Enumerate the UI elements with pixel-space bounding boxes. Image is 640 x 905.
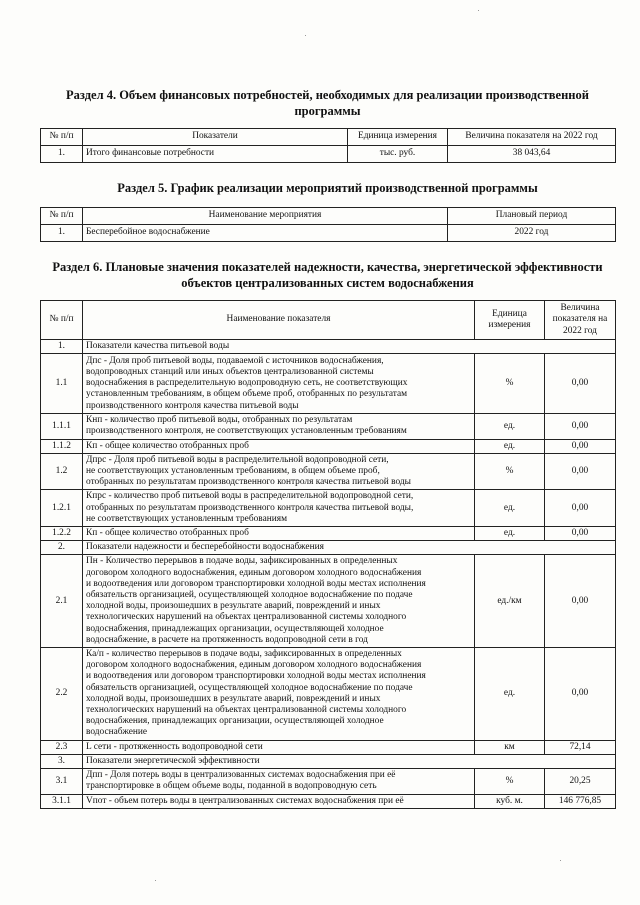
table-row (41, 527, 616, 541)
table-row (41, 740, 616, 754)
row-num: 2.1 (41, 555, 83, 648)
table-row-group (41, 340, 616, 354)
table-row (41, 225, 616, 242)
header-num: № п/п (41, 208, 83, 225)
row-unit: км (475, 740, 545, 754)
row-unit: тыс. руб. (348, 146, 448, 163)
row-value: 0,00 (545, 354, 616, 414)
row-value: 0,00 (545, 490, 616, 527)
row-name: Бесперебойное водоснабжение (83, 225, 448, 242)
row-num: 1. (41, 225, 83, 242)
row-name: Кпрс - количество проб питьевой воды в распределительной водопроводной сети, отобранных по результатам производственного контроля качества питьевой воды, не соответствующих установленным требованиям (83, 490, 475, 527)
row-value: 20,25 (545, 769, 616, 794)
row-unit: ед. (475, 527, 545, 541)
group-name: Показатели энергетической эффективности (83, 754, 616, 768)
row-num: 1. (41, 146, 83, 163)
row-value: 0,00 (545, 439, 616, 453)
table-row-group (41, 754, 616, 768)
row-value: 0,00 (545, 555, 616, 648)
row-unit: % (475, 769, 545, 794)
header-indicator: Наименование показателя (83, 301, 475, 340)
row-value: 0,00 (545, 453, 616, 490)
row-period: 2022 год (448, 225, 616, 242)
table-row (41, 769, 616, 794)
header-num: № п/п (41, 129, 83, 146)
row-value: 38 043,64 (448, 146, 616, 163)
table-row (41, 453, 616, 490)
row-num: 2.3 (41, 740, 83, 754)
row-name: Дпс - Доля проб питьевой воды, подаваемой с источников водоснабжения, водопроводных станций или иных объектов централизованной системы водоснабжения в распределительную водопроводную сеть, не соответствующих установленным требованиям, в общем объеме проб, отобранных по результатам производственного контроля качества питьевой воды (83, 354, 475, 414)
row-num: 1. (41, 340, 83, 354)
row-unit: ед. (475, 490, 545, 527)
row-name: Кп - общее количество отобранных проб (83, 527, 475, 541)
section4-title: Раздел 4. Объем финансовых потребностей, необходимых для реализации производственной программы (66, 88, 589, 118)
table-row (41, 146, 616, 163)
row-unit: ед. (475, 648, 545, 741)
header-value: Величина показателя на 2022 год (448, 129, 616, 146)
row-num: 2.2 (41, 648, 83, 741)
row-num: 1.1 (41, 354, 83, 414)
row-name: Итого финансовые потребности (83, 146, 348, 163)
table-row (41, 354, 616, 414)
table-row (41, 794, 616, 808)
scan-speck (155, 880, 156, 881)
header-activity: Наименование мероприятия (83, 208, 448, 225)
row-name: Дпп - Доля потерь воды в централизованных системах водоснабжения при её транспортировке в общем объеме воды, поданной в водопроводную сеть (83, 769, 475, 794)
header-unit: Единица измерения (348, 129, 448, 146)
row-unit: % (475, 453, 545, 490)
row-num: 3. (41, 754, 83, 768)
table-row (41, 414, 616, 439)
row-unit: % (475, 354, 545, 414)
table-header-row (41, 301, 616, 340)
row-name: Кп - общее количество отобранных проб (83, 439, 475, 453)
table-row (41, 490, 616, 527)
row-num: 1.1.1 (41, 414, 83, 439)
row-unit: куб. м. (475, 794, 545, 808)
group-name: Показатели качества питьевой воды (83, 340, 616, 354)
row-num: 1.2.1 (41, 490, 83, 527)
table-row (41, 439, 616, 453)
row-num: 1.2 (41, 453, 83, 490)
section6-title: Раздел 6. Плановые значения показателей надежности, качества, энергетической эффективности объектов централизованных систем водоснабжения (52, 260, 603, 290)
header-period: Плановый период (448, 208, 616, 225)
header-num: № п/п (41, 301, 83, 340)
table-header-row (41, 129, 616, 146)
header-indicator: Показатели (83, 129, 348, 146)
row-unit: ед. (475, 414, 545, 439)
row-name: Ка/п - количество перерывов в подаче воды, зафиксированных в определенных договором холодного водоснабжения, единым договором холодного водоснабжения и водоотведения или договором транспортировки холодной воды местах исполнения обязательств организацией, осуществляющей холодное водоснабжение по подаче холодной воды, произошедших в результате аварий, повреждений и иных технологических нарушений на объектах централизованной системы холодного водоснабжения, принадлежащих организации, осуществляющей холодное водоснабжение (83, 648, 475, 741)
row-num: 3.1.1 (41, 794, 83, 808)
table-row-group (41, 541, 616, 555)
row-num: 2. (41, 541, 83, 555)
header-unit: Единица измерения (475, 301, 545, 340)
table-row (41, 648, 616, 741)
row-value: 72,14 (545, 740, 616, 754)
table-row (41, 555, 616, 648)
row-value: 0,00 (545, 414, 616, 439)
row-name: Vпот - объем потерь воды в централизованных системах водоснабжения при её (83, 794, 475, 808)
row-num: 1.2.2 (41, 527, 83, 541)
scan-speck (478, 10, 479, 11)
header-value: Величина показателя на 2022 год (545, 301, 616, 340)
row-name: Пн - Количество перерывов в подаче воды, зафиксированных в определенных договором холодного водоснабжения, единым договором холодного водоснабжения и водоотведения или договором транспортировки холодной воды местах исполнения обязательств организацией, осуществляющей холодное водоснабжение по подаче холодной воды, произошедших в результате аварий, повреждений и иных технологических нарушений на объектах централизованной системы холодного водоснабжения, принадлежащих организации, осуществляющей холодное водоснабжение, в расчете на протяженность водопроводной сети в год (83, 555, 475, 648)
row-name: L сети - протяженность водопроводной сети (83, 740, 475, 754)
table-header-row (41, 208, 616, 225)
scan-speck (305, 35, 306, 36)
row-num: 3.1 (41, 769, 83, 794)
scan-speck (560, 860, 561, 861)
section5-title: Раздел 5. График реализации мероприятий производственной программы (117, 181, 538, 195)
row-unit: ед./км (475, 555, 545, 648)
section6-table (40, 300, 616, 809)
row-num: 1.1.2 (41, 439, 83, 453)
row-name: Кнп - количество проб питьевой воды, отобранных по результатам производственного контроля, не соответствующих установленным требованиям (83, 414, 475, 439)
row-name: Дпрс - Доля проб питьевой воды в распределительной водопроводной сети, не соответствующих установленным требованиям, в общем объеме проб, отобранных по результатам производственного контроля качества питьевой воды (83, 453, 475, 490)
row-unit: ед. (475, 439, 545, 453)
group-name: Показатели надежности и бесперебойности водоснабжения (83, 541, 616, 555)
section5-table (40, 207, 616, 242)
row-value: 0,00 (545, 648, 616, 741)
row-value: 0,00 (545, 527, 616, 541)
section4-table (40, 128, 616, 163)
row-value: 146 776,85 (545, 794, 616, 808)
